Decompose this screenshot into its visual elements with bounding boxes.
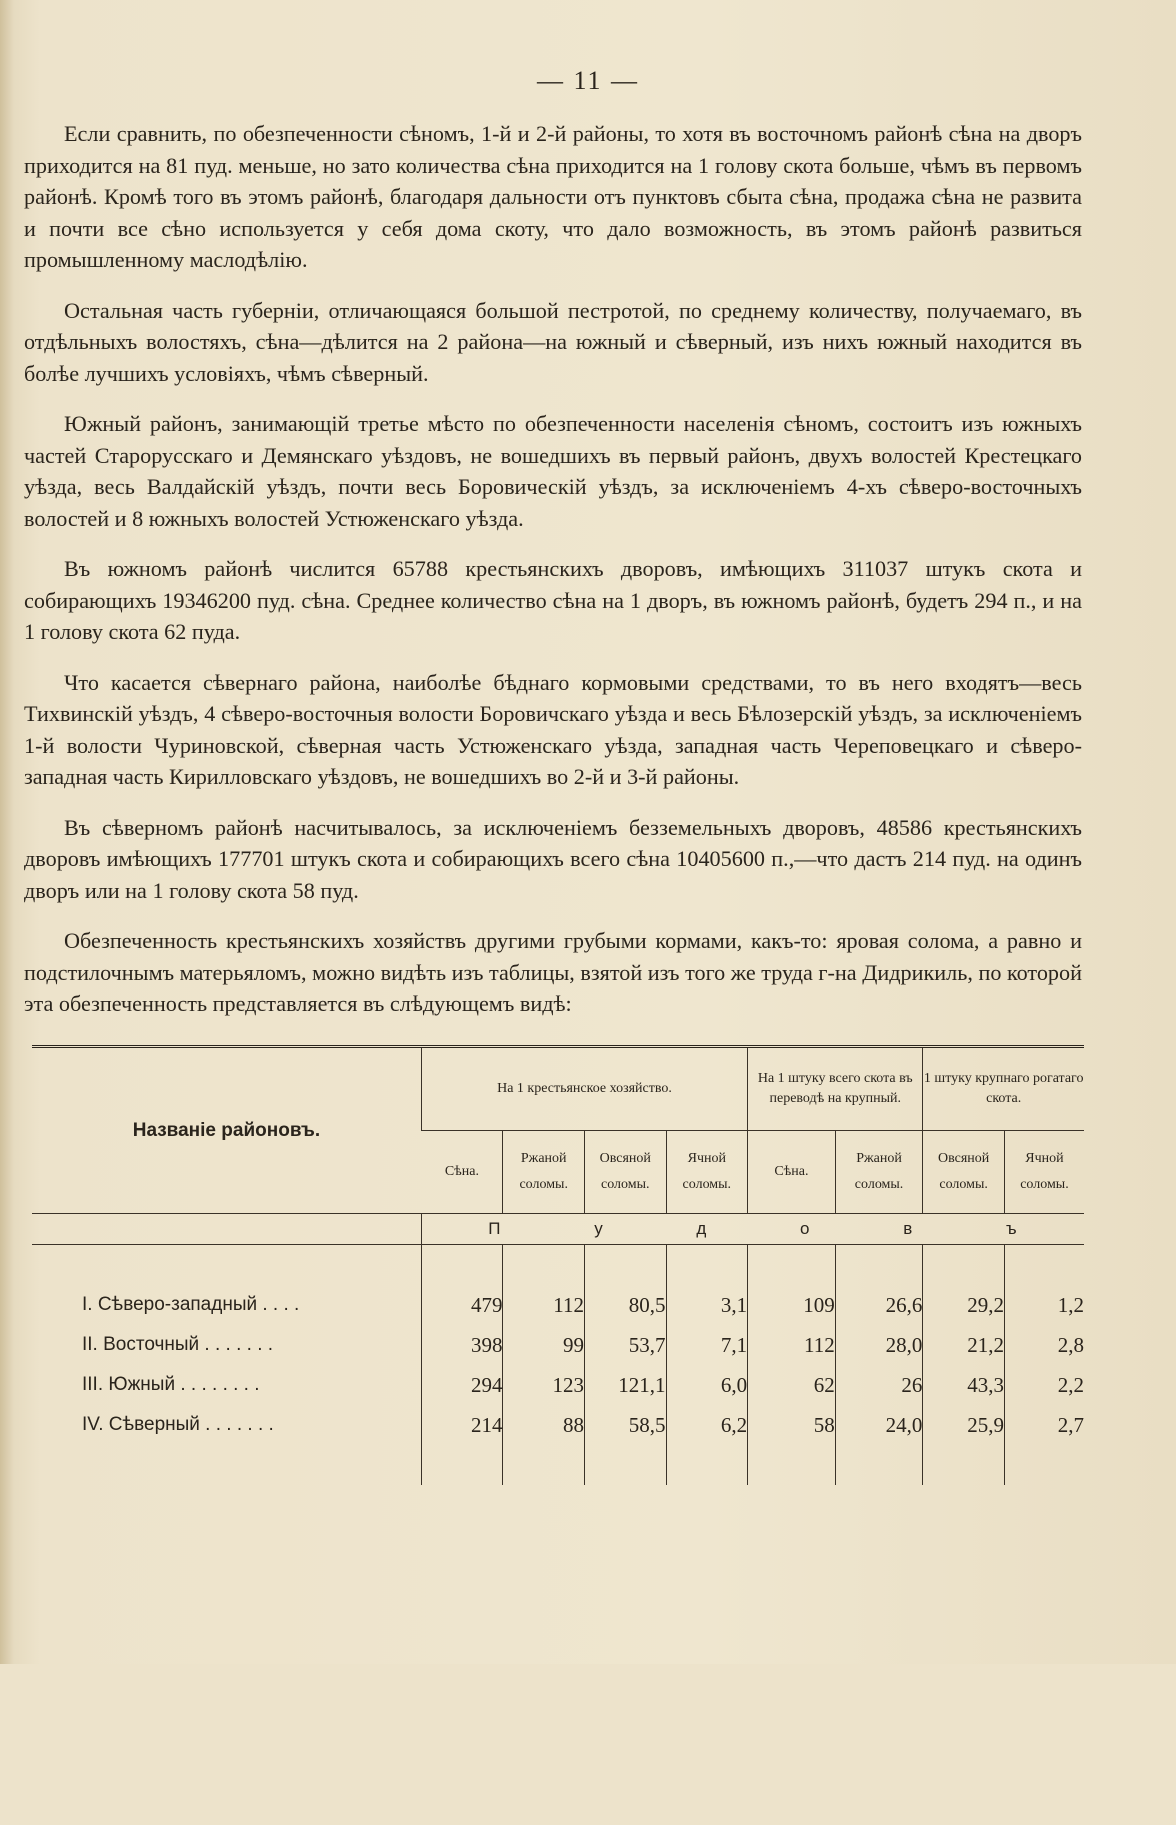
group-header-per-head: На 1 штуку всего скота въ переводѣ на крупный. (748, 1047, 923, 1131)
sub-header: Овсяной соломы. (584, 1131, 666, 1214)
paragraph-7: Обезпеченность крестьянскихъ хозяйствъ другими грубыми кормами, какъ-то: яровая солома, а равно и подстилочнымъ матерьяломъ, можно видѣть изъ таблицы, взятой изъ того же труда г-на Дидрикиль, по которой эта обезпеченность представляется въ слѣдующемъ видѣ: (24, 928, 1082, 1016)
paragraph-1: Если сравнить, по обезпеченности сѣномъ, 1-й и 2-й районы, то хотя въ восточномъ районѣ сѣна на дворъ приходится на 81 пуд. меньше, но зато количества сѣна приходится на 1 голову скота больше, чѣмъ въ первомъ районѣ. Кромѣ того въ этомъ районѣ, благодаря дальности отъ пунктовъ сбыта сѣна, продажа сѣна не развита и почти все сѣно используется у себя дома скоту, что дало возможность, въ этомъ районѣ развиться промышленному маслодѣлію. (24, 121, 1082, 272)
table-cell: 2,8 (1004, 1325, 1084, 1365)
table-cell: 25,9 (923, 1405, 1005, 1445)
sub-header: Сѣна. (748, 1131, 836, 1214)
paragraph-5: Что касается сѣвернаго района, наиболѣе бѣднаго кормовыми средствами, то въ него входятъ—весь Тихвинскій уѣздъ, 4 сѣверо-восточныя волости Боровичскаго уѣзда и весь Бѣлозерскій уѣздъ, за исключеніемъ 1-й волости Чуриновской, сѣверная часть Устюженскаго уѣзда, западная часть Череповецкаго и сѣверо-западная часть Кирилловскаго уѣздовъ, не вошедшихъ во 2-й и 3-й районы. (24, 669, 1082, 789)
units-letter: П (488, 1219, 502, 1238)
sub-header: Ячной соломы. (1004, 1131, 1084, 1214)
units-letter: у (594, 1219, 604, 1238)
table-cell: 99 (503, 1325, 585, 1365)
table-cell: 112 (748, 1325, 836, 1365)
table-cell: 29,2 (923, 1285, 1005, 1325)
table-cell: 2,2 (1004, 1365, 1084, 1405)
sub-header: Ржаной соломы. (503, 1131, 585, 1214)
body-text (24, 118, 1082, 1039)
table-cell: 24,0 (835, 1405, 923, 1445)
table-cell: 28,0 (835, 1325, 923, 1365)
units-letter: о (800, 1219, 811, 1238)
table-cell: 398 (421, 1325, 503, 1365)
table-cell: 58 (748, 1405, 836, 1445)
group-header-household: На 1 крестьянское хозяйство. (421, 1047, 747, 1131)
paragraph-6: Въ сѣверномъ районѣ насчитывалось, за исключеніемъ безземельныхъ дворовъ, 48586 крестьянскихъ дворовъ имѣющихъ 177701 штукъ скота и собирающихъ всего сѣна 10405600 п.,—что дастъ 214 пуд. на одинъ дворъ или на 1 голову скота 58 пуд. (24, 814, 1082, 903)
table-row (32, 1325, 1084, 1365)
group-header-cattle: 1 штуку крупнаго рогатаго скота. (923, 1047, 1084, 1131)
region-name: II. Восточный . . . . . . . (82, 1334, 274, 1355)
paragraph-2: Остальная часть губерніи, отличающаяся большой пестротой, по среднему количеству, получаемаго, въ отдѣльныхъ волостяхъ, сѣна—дѣлится на 2 района—на южный и сѣверный, изъ нихъ южный находится въ болѣе лучшихъ условіяхъ, чѣмъ сѣверный. (24, 297, 1082, 386)
table-cell: 6,0 (666, 1365, 748, 1405)
sub-header: Сѣна. (444, 1164, 479, 1179)
sub-header: Ячной соломы. (666, 1131, 748, 1214)
table-cell: 214 (421, 1405, 503, 1445)
paragraph-3: Южный районъ, занимающій третье мѣсто по обезпеченности населенія сѣномъ, состоитъ изъ южныхъ частей Старорусскаго и Демянскаго уѣздовъ, не вошедшихъ въ первый районъ, двухъ волостей Крестецкаго уѣзда, весь Валдайскій уѣздъ, почти весь Боровическій уѣздъ, за исключеніемъ 4-хъ сѣверо-восточныхъ волостей и 8 южныхъ волостей Устюженскаго уѣзда. (24, 411, 1082, 531)
table-cell: 53,7 (584, 1325, 666, 1365)
fodder-table (32, 1045, 1084, 1485)
fodder-table-wrap (32, 1045, 1084, 1825)
units-letter: д (696, 1219, 708, 1238)
table-cell: 6,2 (666, 1405, 748, 1445)
units-empty-cell (32, 1214, 421, 1245)
region-name: III. Южный . . . . . . . . (82, 1374, 260, 1395)
table-cell: 123 (503, 1365, 585, 1405)
table-cell: 479 (421, 1285, 503, 1325)
table-cell: 2,7 (1004, 1405, 1084, 1445)
page-number: — 11 — (536, 66, 640, 95)
table-cell: 88 (503, 1405, 585, 1445)
table-row (32, 1365, 1084, 1405)
table-cell: 26,6 (835, 1285, 923, 1325)
sub-header: Ржаной соломы. (835, 1131, 923, 1214)
table-cell: 26 (835, 1365, 923, 1405)
table-cell: 80,5 (584, 1285, 666, 1325)
region-name-header: Названіе районовъ. (32, 1047, 421, 1214)
table-row (32, 1405, 1084, 1445)
table-cell: 294 (421, 1365, 503, 1405)
table-cell: 62 (748, 1365, 836, 1405)
table-cell: 7,1 (666, 1325, 748, 1365)
table-cell: 3,1 (666, 1285, 748, 1325)
units-letter: в (903, 1219, 914, 1238)
table-row (32, 1285, 1084, 1325)
table-cell: 58,5 (584, 1405, 666, 1445)
region-name: IV. Сѣверный . . . . . . . (82, 1414, 274, 1435)
table-cell: 43,3 (923, 1365, 1005, 1405)
paragraph-4: Въ южномъ районѣ числится 65788 крестьянскихъ дворовъ, имѣющихъ 311037 штукъ скота и собирающихъ 19346200 пуд. сѣна. Среднее количество сѣна на 1 дворъ, въ южномъ районѣ, будетъ 294 п., и на 1 голову скота 62 пуда. (24, 556, 1082, 644)
table-cell: 1,2 (1004, 1285, 1084, 1325)
units-letter: ъ (1005, 1219, 1018, 1238)
sub-header: Овсяной соломы. (923, 1131, 1005, 1214)
table-cell: 112 (503, 1285, 585, 1325)
table-cell: 121,1 (584, 1365, 666, 1405)
table-cell: 109 (748, 1285, 836, 1325)
table-cell: 21,2 (923, 1325, 1005, 1365)
units-row (421, 1214, 1084, 1245)
region-name: I. Сѣверо-западный . . . . (82, 1294, 300, 1315)
